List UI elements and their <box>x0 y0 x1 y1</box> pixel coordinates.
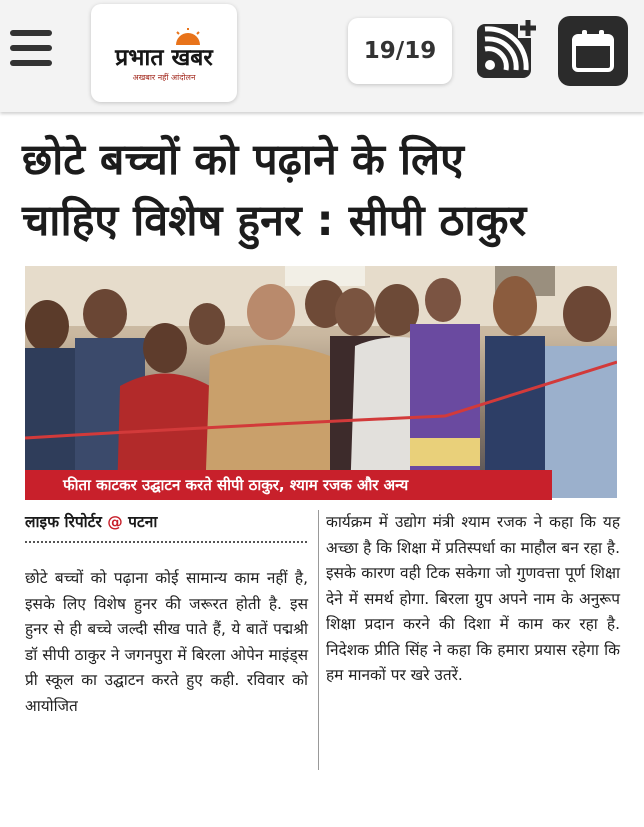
byline-at: @ <box>107 513 123 531</box>
byline-dotted-divider <box>25 541 307 543</box>
byline-city: पटना <box>128 513 158 531</box>
article-headline <box>22 130 632 252</box>
logo-text: प्रभात खबर <box>115 44 213 71</box>
page-indicator[interactable]: 19/19 <box>348 18 452 84</box>
photo-caption: फीता काटकर उद्घाटन करते सीपी ठाकुर, श्याम रजक और अन्य <box>25 470 552 500</box>
logo-tagline: अखबार नहीं आंदोलन <box>132 73 196 82</box>
column-divider <box>318 510 319 770</box>
article-body-right-column: कार्यक्रम में उद्योग मंत्री श्याम रजक ने कहा कि यह अच्छा है कि शिक्षा में प्रतिस्पर्धा का माहौल बन रहा है. इसके कारण वही टिक सकेगा जो गुणवत्ता पूर्ण शिक्षा देने में समर्थ होगा. बिरला ग्रुप अपने नाम के अनुरूप शिक्षा प्रदान करने की दिशा में काम कर रहा है. निदेशक प्रीति सिंह ने कहा कि हमारा प्रयास रहेगा कि हम मानकों पर खरे उतरें. <box>326 513 620 684</box>
hamburger-menu-icon[interactable] <box>10 28 54 68</box>
article-photo <box>25 266 617 498</box>
headline-line-2: चाहिए विशेष हुनर : सीपी ठाकुर <box>22 196 527 246</box>
top-app-bar <box>0 0 644 112</box>
calendar-icon[interactable] <box>558 16 628 86</box>
headline-line-1: छोटे बच्चों को पढ़ाने के लिए <box>22 135 464 185</box>
byline-author: लाइफ रिपोर्टर <box>25 513 102 531</box>
newspaper-logo[interactable] <box>91 4 237 102</box>
ribbon-cutting-photo <box>25 266 617 498</box>
bottom-whitespace <box>0 796 644 827</box>
byline <box>25 510 315 532</box>
article-body-left-column: छोटे बच्चों को पढ़ाना कोई सामान्य काम नहीं है, इसके लिए विशेष हुनर की जरूरत होती है. इस हुनर से ही बच्चे जल्दी सीख पाते हैं, ये बातें पद्मश्री डॉ सीपी ठाकुर ने जगनपुरा में बिरला ओपेन माइंड्स प्री स्कूल का उद्घाटन करते हुए कही. रविवार को आयोजित <box>25 569 308 715</box>
rss-add-icon[interactable] <box>474 16 540 82</box>
